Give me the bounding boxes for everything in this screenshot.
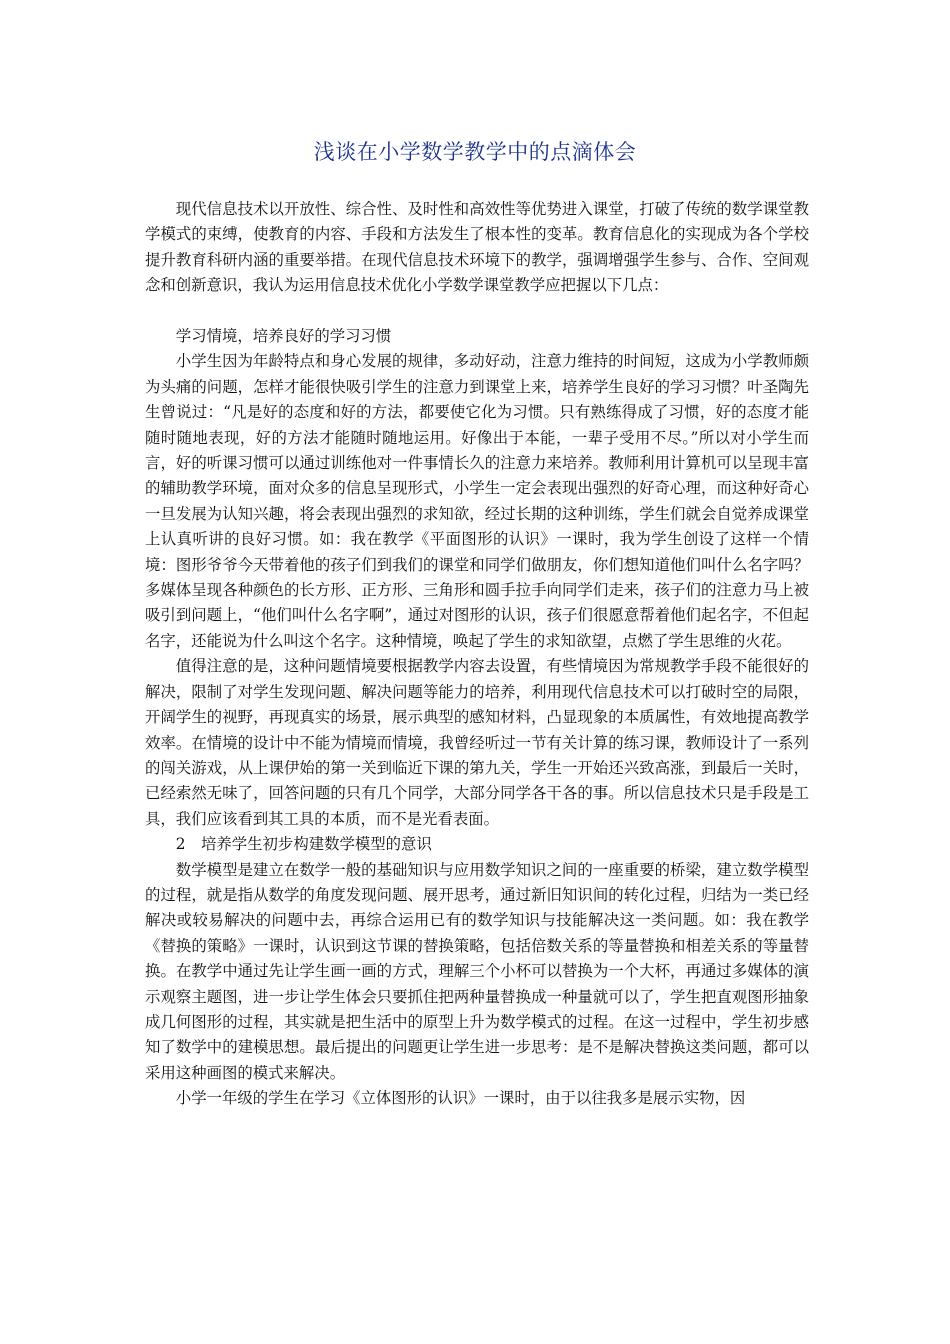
document-title: 浅谈在小学数学教学中的点滴体会: [313, 140, 637, 164]
section-2-paragraph-2: 小学一年级的学生在学习《立体图形的认识》一课时，由于以往我多是展示实物，因: [175, 1089, 746, 1108]
section-1-paragraph-2: 值得注意的是，这种问题情境要根据教学内容去设置，有些情境因为常规教学手段不能很好的解决，限制了对学生发现问题、解决问题等能力的培养，利用现代信息技术可以打破时空的局限，开阔学生的视野，再现真实的场景，展示典型的感知材料，凸显现象的本质属性，有效地提高教学效率。在情境的设计中不能为情境而情境，我曾经听过一节有关计算的练习课，教师设计了一系列的闯关游戏，从上课伊始的第一关到临近下课的第九关，学生一开始还兴致高涨，到最后一关时，已经索然无味了，回答问题的只有几个同学，大部分同学各干各的事。所以信息技术只是手段是工具，我们应该看到其工具的本质，而不是光看表面。: [145, 657, 809, 828]
section-1-paragraph-1: 小学生因为年龄特点和身心发展的规律，多动好动，注意力维持的时间短，这成为小学教师颇为头痛的问题，怎样才能很快吸引学生的注意力到课堂上来，培养学生良好的学习习惯？叶圣陶先生曾说过：“凡是好的态度和好的方法，都要使它化为习惯。只有熟练得成了习惯，好的态度才能随时随地表现，好的方法才能随时随地运用。好像出于本能，一辈子受用不尽。”所以对小学生而言，好的听课习惯可以通过训练他对一件事情长久的注意力来培养。教师利用计算机可以呈现丰富的辅助教学环境，面对众多的信息呈现形式，小学生一定会表现出强烈的好奇心理，而这种好奇心一旦发展为认知兴趣，将会表现出强烈的求知欲，经过长期的这种训练，学生们就会自觉养成课堂上认真听讲的良好习惯。如：我在教学《平面图形的认识》一课时，我为学生创设了这样一个情境：图形爷爷今天带着他的孩子们到我们的课堂和同学们做朋友，你们想知道他们叫什么名字吗？多媒体呈现各种颜色的长方形、正方形、三角形和圆手拉手向同学们走来，孩子们的注意力马上被吸引到问题上，“他们叫什么名字啊”，通过对图形的认识，孩子们很愿意帮着他们起名字，不但起名字，还能说为什么叫这个名字。这种情境，唤起了学生的求知欲望，点燃了学生思维的火花。: [145, 352, 809, 650]
document-body: [145, 197, 809, 1112]
intro-paragraph: 现代信息技术以开放性、综合性、及时性和高效性等优势进入课堂，打破了传统的数学课堂教学模式的束缚，使教育的内容、手段和方法发生了根本性的变革。教育信息化的实现成为各个学校提升教育科研内涵的重要举措。在现代信息技术环境下的教学，强调增强学生参与、合作、空间观念和创新意识，我认为运用信息技术优化小学数学课堂教学应把握以下几点：: [145, 200, 809, 295]
section-heading-2: 2 培养学生初步构建数学模型的意识: [175, 835, 432, 854]
paragraph-spacer: [145, 299, 809, 324]
section-2-paragraph-1: 数学模型是建立在数学一般的基础知识与应用数学知识之间的一座重要的桥梁，建立数学模型的过程，就是指从数学的角度发现问题、展开思考，通过新旧知识间的转化过程，归结为一类已经解决或较易解决的问题中去，再综合运用已有的数学知识与技能解决这一类问题。如：我在教学《替换的策略》一课时，认识到这节课的替换策略，包括倍数关系的等量替换和相差关系的等量替换。在教学中通过先让学生画一画的方式，理解三个小杯可以替换为一个大杯，再通过多媒体的演示观察主题图，进一步让学生体会只要抓住把两种量替换成一种量就可以了，学生把直观图形抽象成几何图形的过程，其实就是把生活中的原型上升为数学模式的过程。在这一过程中，学生初步感知了数学中的建模思想。最后提出的问题更让学生进一步思考：是不是解决替换这类问题，都可以采用这种画图的模式来解决。: [145, 860, 809, 1082]
section-heading-1: 学习情境，培养良好的学习习惯: [175, 327, 392, 346]
